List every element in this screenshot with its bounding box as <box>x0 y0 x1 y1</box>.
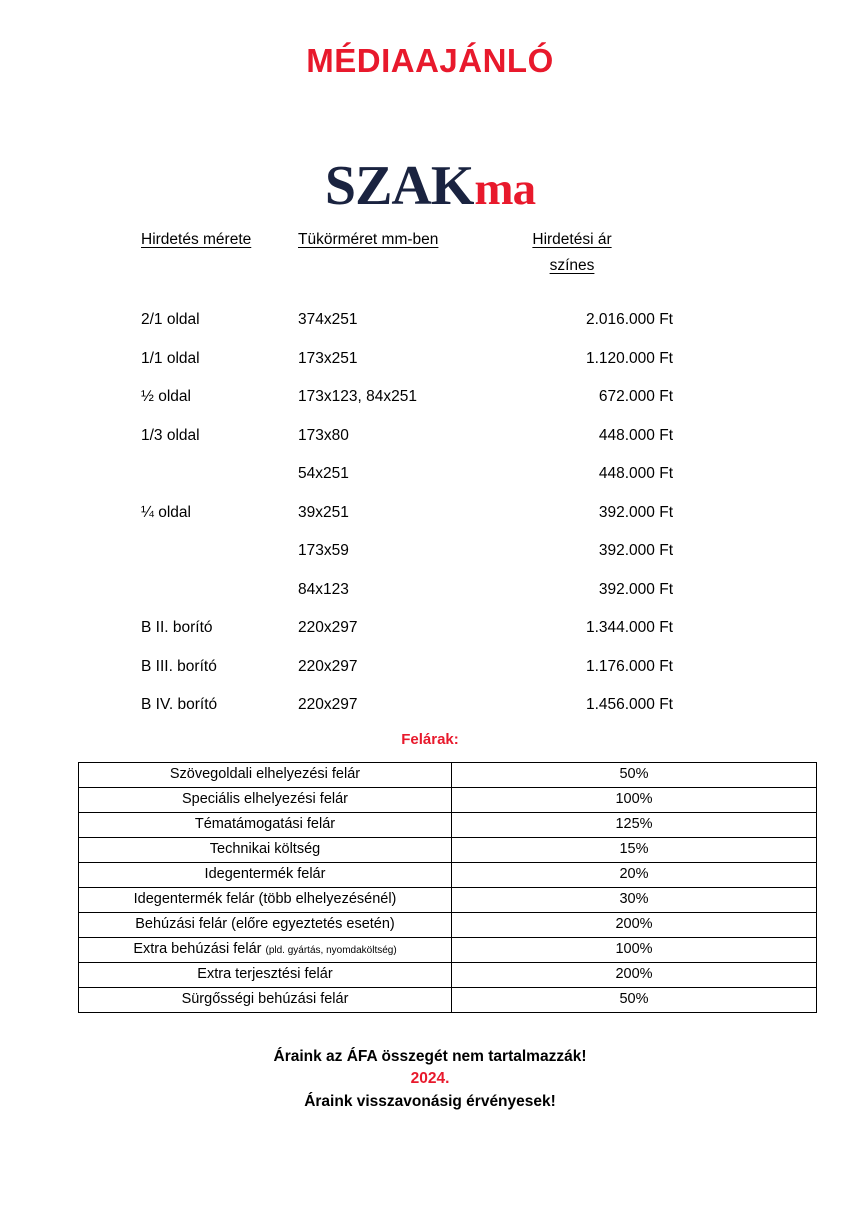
fee-value: 30% <box>452 888 817 913</box>
cell-size: 2/1 oldal <box>141 311 200 328</box>
fee-label: Extra behúzási felár <box>133 941 262 958</box>
cell-price: 2.016.000 Ft <box>585 311 673 328</box>
table-row <box>79 888 817 913</box>
cell-dimensions: 84x123 <box>298 580 349 598</box>
table-row <box>141 504 701 543</box>
cell-size: B II. borító <box>141 619 213 636</box>
logo-text-szak: SZAK <box>324 155 474 217</box>
cell-dimensions: 54x251 <box>298 465 349 482</box>
cell-price: 392.000 Ft <box>598 580 673 598</box>
fee-label: Sürgősségi behúzási felár <box>79 988 452 1013</box>
cell-size: B IV. borító <box>141 696 218 713</box>
szakma-logo <box>0 155 860 217</box>
fee-value: 20% <box>452 863 817 888</box>
cell-dimensions: 220x297 <box>298 696 358 713</box>
fee-label: Tématámogatási felár <box>79 813 452 838</box>
fee-label: Extra terjesztési felár <box>79 963 452 988</box>
fee-label: Speciális elhelyezési felár <box>79 788 452 813</box>
fee-label-with-note <box>79 938 452 963</box>
table-row <box>79 763 817 788</box>
cell-price: 448.000 Ft <box>598 426 673 444</box>
header-price-color: színes <box>549 257 595 274</box>
cell-price: 1.176.000 Ft <box>585 657 673 675</box>
header-size: Hirdetés mérete <box>141 231 252 248</box>
rate-table-subheader <box>141 257 701 311</box>
table-row <box>79 863 817 888</box>
table-row <box>79 988 817 1013</box>
table-row <box>79 938 817 963</box>
footer-vat-note: Áraink az ÁFA összegét nem tartalmazzák! <box>273 1048 587 1065</box>
fee-value: 15% <box>452 838 817 863</box>
rate-table-header <box>141 231 701 257</box>
table-row <box>79 788 817 813</box>
fees-title: Felárak: <box>401 731 459 748</box>
fee-label: Idegentermék felár (több elhelyezésénél) <box>79 888 452 913</box>
table-row <box>141 542 701 581</box>
cell-size: ¼ oldal <box>141 503 191 521</box>
cell-price: 1.120.000 Ft <box>585 349 673 367</box>
cell-size: 1/1 oldal <box>141 349 200 367</box>
cell-price: 1.456.000 Ft <box>585 696 673 713</box>
footer-year: 2024. <box>410 1070 450 1088</box>
cell-price: 1.344.000 Ft <box>585 619 673 636</box>
table-row <box>79 813 817 838</box>
fee-label: Idegentermék felár <box>79 863 452 888</box>
table-row <box>141 465 701 504</box>
cell-dimensions: 220x297 <box>298 657 358 675</box>
header-dimensions: Tükörméret mm-ben <box>298 231 439 248</box>
table-row <box>141 658 701 697</box>
cell-size: B III. borító <box>141 657 217 675</box>
footer-validity-note: Áraink visszavonásig érvényesek! <box>304 1092 556 1110</box>
fee-value: 200% <box>452 913 817 938</box>
cell-dimensions: 39x251 <box>298 503 349 521</box>
cell-price: 392.000 Ft <box>598 542 673 559</box>
cell-dimensions: 374x251 <box>298 311 358 328</box>
fee-label: Szövegoldali elhelyezési felár <box>79 763 452 788</box>
footer-notes <box>0 1046 860 1113</box>
cell-dimensions: 173x123, 84x251 <box>298 388 417 405</box>
fee-label-note: (pld. gyártás, nyomdaköltség) <box>265 945 397 957</box>
fee-value: 100% <box>452 938 817 963</box>
cell-dimensions: 220x297 <box>298 619 358 636</box>
cell-dimensions: 173x251 <box>298 349 358 367</box>
table-row <box>141 311 701 350</box>
table-row <box>79 963 817 988</box>
table-row <box>141 388 701 427</box>
header-price: Hirdetési ár <box>532 231 612 248</box>
logo-text-ma: ma <box>474 163 536 215</box>
fee-label: Technikai költség <box>79 838 452 863</box>
rate-card-list <box>141 231 701 735</box>
cell-price: 392.000 Ft <box>598 503 673 521</box>
page-title: MÉDIAAJÁNLÓ <box>306 42 554 79</box>
cell-size: ½ oldal <box>141 388 191 405</box>
cell-dimensions: 173x80 <box>298 426 349 444</box>
fee-value: 50% <box>452 763 817 788</box>
table-row <box>141 350 701 389</box>
table-row <box>141 427 701 466</box>
table-row <box>79 838 817 863</box>
fee-label: Behúzási felár (előre egyeztetés esetén) <box>79 913 452 938</box>
fees-table <box>78 762 817 1013</box>
fee-value: 100% <box>452 788 817 813</box>
fee-value: 200% <box>452 963 817 988</box>
fee-value: 125% <box>452 813 817 838</box>
table-row <box>79 913 817 938</box>
cell-price: 448.000 Ft <box>598 465 673 482</box>
table-row <box>141 696 701 735</box>
table-row <box>141 619 701 658</box>
cell-dimensions: 173x59 <box>298 542 349 559</box>
cell-size: 1/3 oldal <box>141 426 200 444</box>
fee-value: 50% <box>452 988 817 1013</box>
table-row <box>141 581 701 620</box>
cell-price: 672.000 Ft <box>598 388 673 405</box>
